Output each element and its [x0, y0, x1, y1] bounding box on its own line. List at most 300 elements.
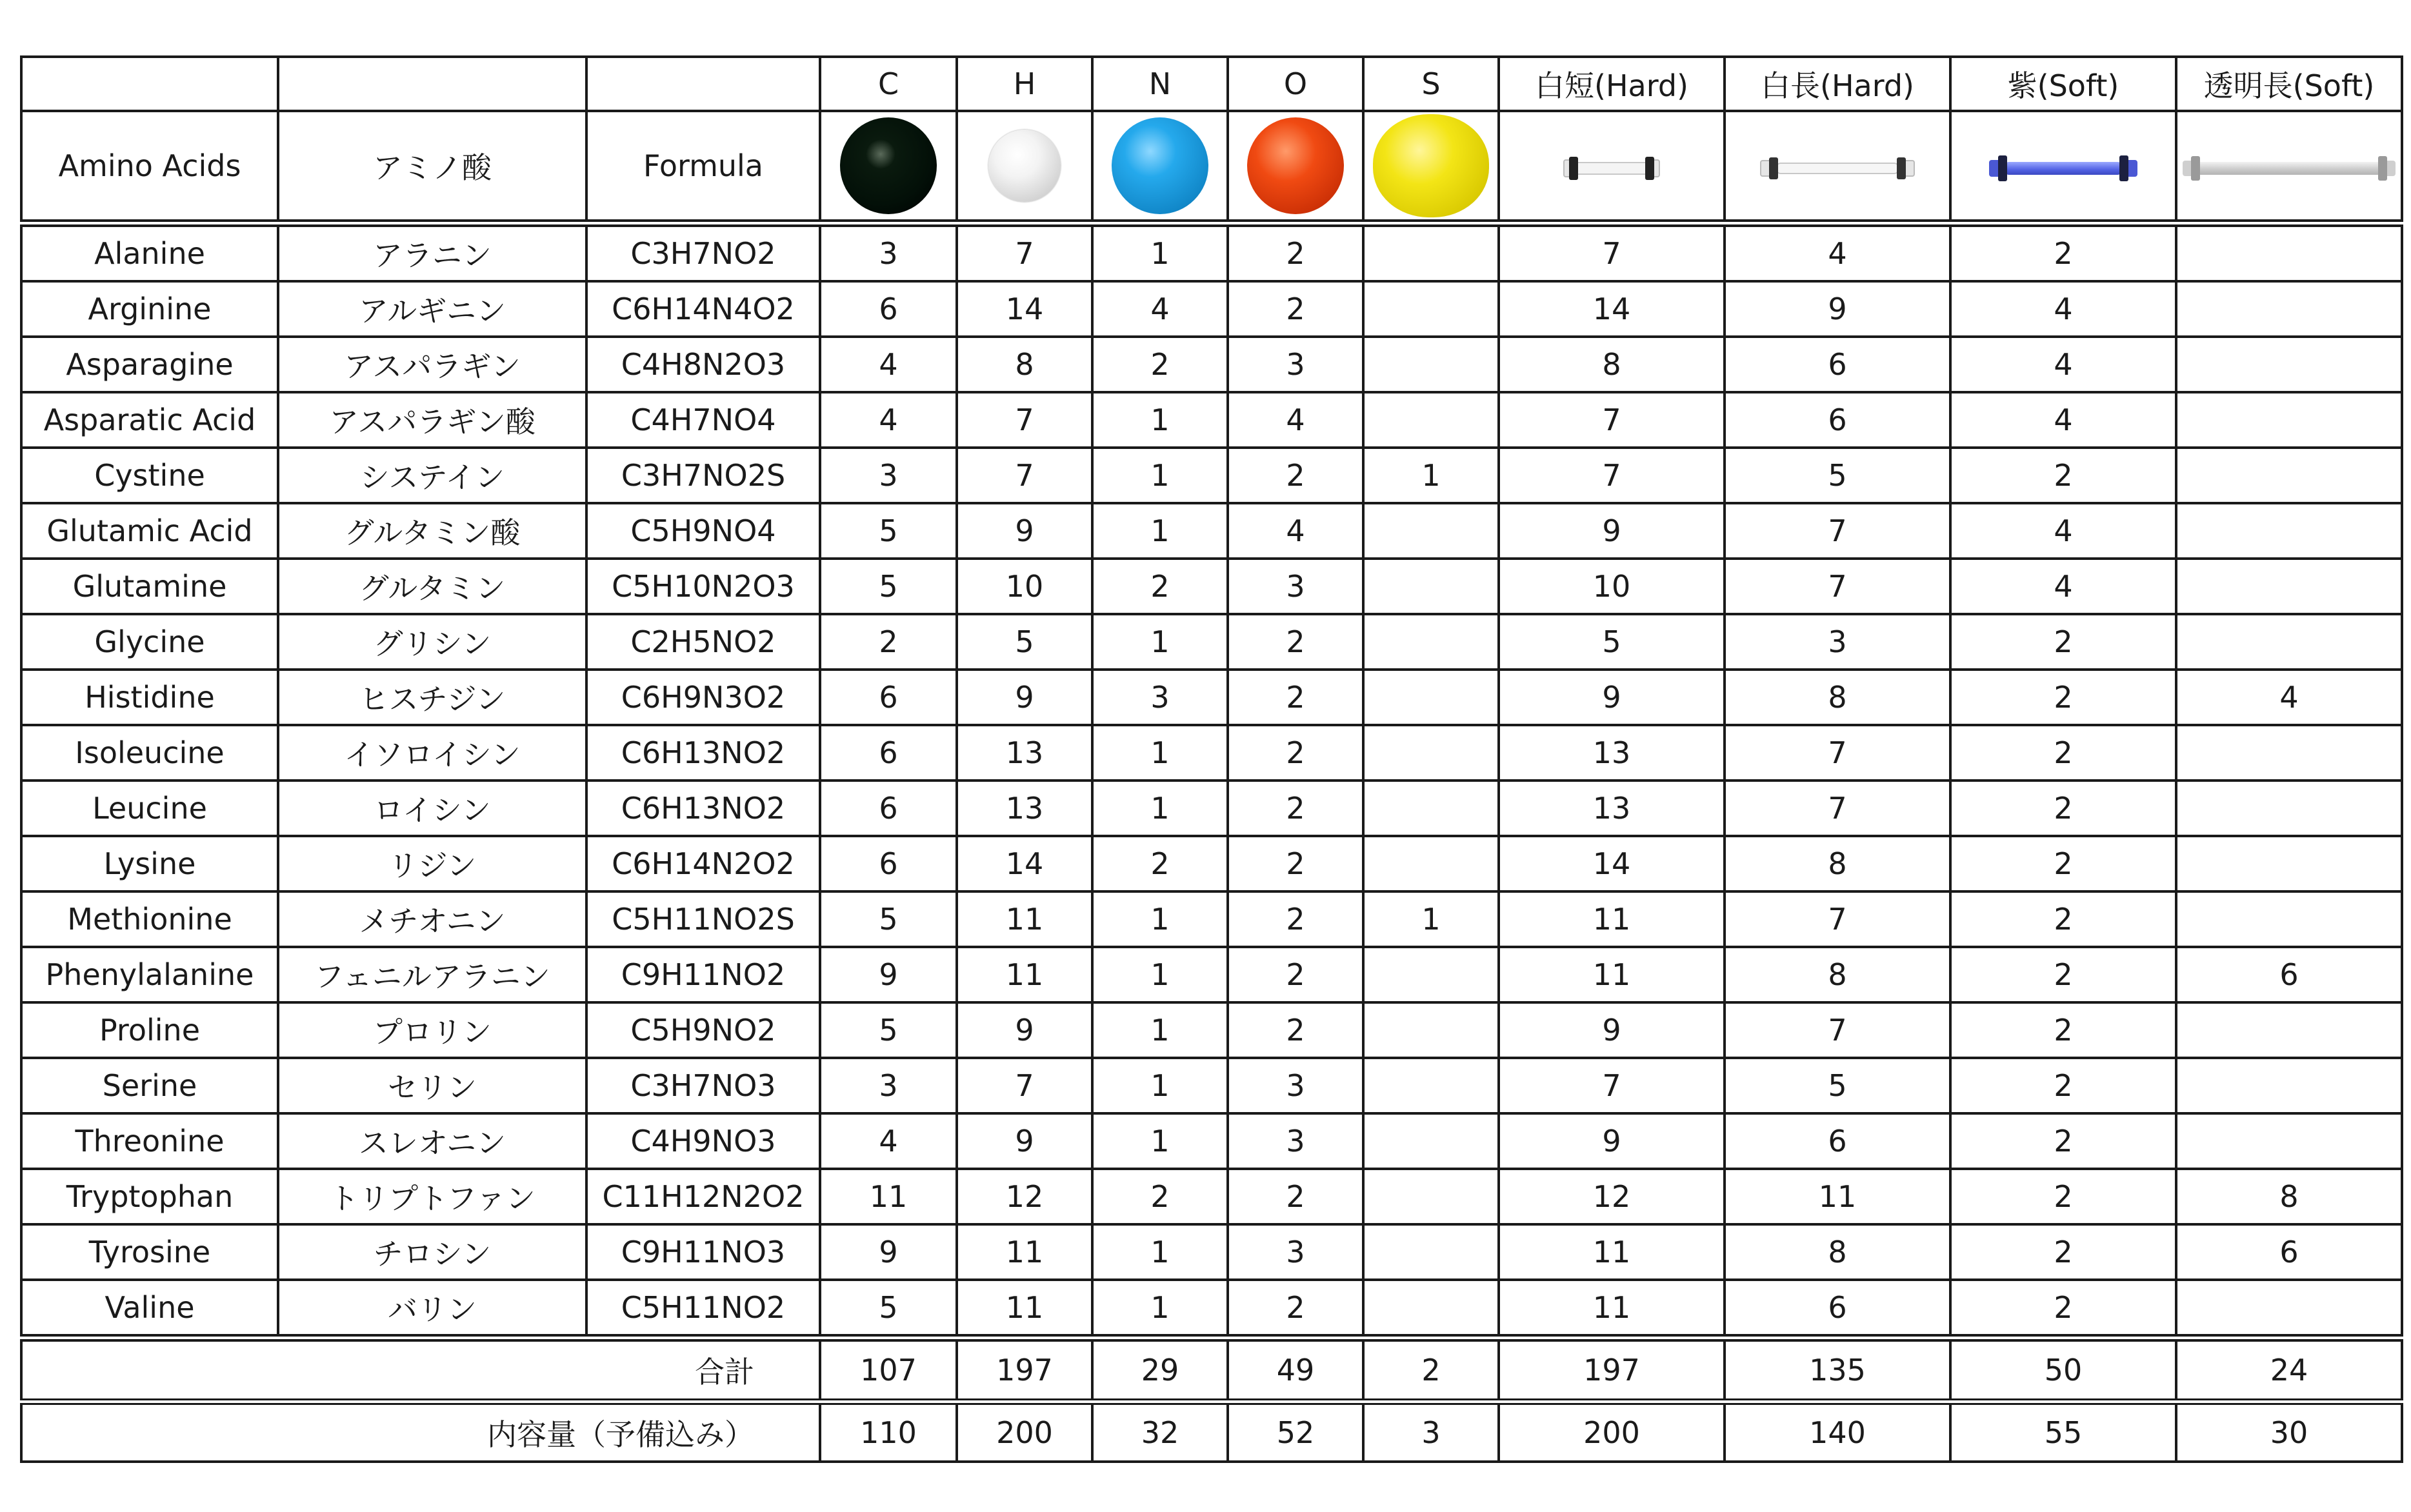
oxygen-count: 4	[1228, 503, 1363, 559]
amino-acid-name: Methionine	[21, 891, 278, 947]
white-short-bond-count: 13	[1499, 781, 1725, 836]
capacity-row	[21, 1402, 2402, 1462]
total-value: 107	[820, 1338, 957, 1402]
sulfur-count	[1363, 1058, 1499, 1113]
purple-bond-count: 4	[1950, 392, 2176, 448]
hydrogen-count: 7	[957, 392, 1092, 448]
purple-bond-count: 2	[1950, 223, 2176, 281]
hydrogen-count: 9	[957, 1002, 1092, 1058]
oxygen-count: 2	[1228, 836, 1363, 891]
capacity-value: 32	[1092, 1402, 1228, 1462]
amino-acid-name: Threonine	[21, 1113, 278, 1169]
white-long-bond-count: 8	[1725, 670, 1950, 725]
white-long-bond-count: 6	[1725, 337, 1950, 392]
white-short-bond-count: 11	[1499, 1280, 1725, 1338]
nitrogen-count: 2	[1092, 559, 1228, 614]
formula-cell: C6H13NO2	[586, 781, 820, 836]
nitrogen-count: 1	[1092, 1002, 1228, 1058]
nitrogen-count: 1	[1092, 392, 1228, 448]
formula-cell: C9H11NO2	[586, 947, 820, 1002]
oxygen-count: 3	[1228, 1224, 1363, 1280]
table-row	[21, 1113, 2402, 1169]
total-value: 2	[1363, 1338, 1499, 1402]
sulfur-count	[1363, 1002, 1499, 1058]
table-row	[21, 337, 2402, 392]
amino-acid-jp-name: アスパラギン	[278, 337, 586, 392]
white-long-bond-count: 7	[1725, 559, 1950, 614]
white-short-bond-count: 8	[1499, 337, 1725, 392]
capacity-value: 140	[1725, 1402, 1950, 1462]
purple-bond-count: 4	[1950, 559, 2176, 614]
oxygen-count: 4	[1228, 392, 1363, 448]
hydrogen-count: 13	[957, 725, 1092, 781]
amino-acid-name: Serine	[21, 1058, 278, 1113]
purple-bond-count: 2	[1950, 1169, 2176, 1224]
sulfur-count	[1363, 559, 1499, 614]
purple-bond-count: 2	[1950, 1113, 2176, 1169]
nitrogen-count: 1	[1092, 1058, 1228, 1113]
clear-long-bond-count	[2176, 281, 2402, 337]
header-formula: Formula	[586, 111, 820, 223]
total-value: 50	[1950, 1338, 2176, 1402]
purple-bond-count: 2	[1950, 670, 2176, 725]
amino-acid-jp-name: リジン	[278, 836, 586, 891]
table-row	[21, 725, 2402, 781]
sulfur-count	[1363, 392, 1499, 448]
nitrogen-count: 1	[1092, 947, 1228, 1002]
hydrogen-count: 14	[957, 836, 1092, 891]
white-short-bond-count: 13	[1499, 725, 1725, 781]
nitrogen-count: 2	[1092, 836, 1228, 891]
oxygen-count: 2	[1228, 781, 1363, 836]
header-blank	[278, 57, 586, 111]
amino-acid-name: Cystine	[21, 448, 278, 503]
table-row	[21, 448, 2402, 503]
formula-cell: C4H9NO3	[586, 1113, 820, 1169]
purple-bond-count: 2	[1950, 448, 2176, 503]
amino-acid-rows	[21, 223, 2402, 1338]
amino-acid-name: Isoleucine	[21, 725, 278, 781]
white-short-bond-count: 5	[1499, 614, 1725, 670]
table-row	[21, 670, 2402, 725]
amino-acid-jp-name: バリン	[278, 1280, 586, 1338]
table-row	[21, 947, 2402, 1002]
header-blank	[586, 57, 820, 111]
amino-acid-jp-name: トリプトファン	[278, 1169, 586, 1224]
purple-bond-count: 2	[1950, 836, 2176, 891]
oxygen-count: 2	[1228, 891, 1363, 947]
white-short-bond-count: 9	[1499, 503, 1725, 559]
formula-cell: C3H7NO2S	[586, 448, 820, 503]
capacity-value: 55	[1950, 1402, 2176, 1462]
formula-cell: C5H9NO4	[586, 503, 820, 559]
white-short-bond-count: 7	[1499, 223, 1725, 281]
amino-acid-jp-name: ヒスチジン	[278, 670, 586, 725]
white-long-bond-count: 5	[1725, 448, 1950, 503]
oxygen-count: 2	[1228, 1280, 1363, 1338]
sulfur-count	[1363, 1113, 1499, 1169]
carbon-count: 6	[820, 281, 957, 337]
oxygen-count: 3	[1228, 337, 1363, 392]
amino-acid-parts-table	[20, 55, 2403, 1463]
capacity-label: 内容量（予備込み）	[21, 1402, 820, 1462]
total-value: 24	[2176, 1338, 2402, 1402]
total-value: 197	[1499, 1338, 1725, 1402]
header-blank	[21, 57, 278, 111]
amino-acid-jp-name: アスパラギン酸	[278, 392, 586, 448]
nitrogen-count: 1	[1092, 1224, 1228, 1280]
hydrogen-count: 11	[957, 891, 1092, 947]
blue-nitrogen-ball-icon	[1112, 117, 1208, 214]
total-value: 29	[1092, 1338, 1228, 1402]
header-bond-white-short: 白短(Hard)	[1499, 57, 1725, 111]
amino-acid-jp-name: プロリン	[278, 1002, 586, 1058]
nitrogen-count: 1	[1092, 503, 1228, 559]
table-row	[21, 559, 2402, 614]
capacity-value: 110	[820, 1402, 957, 1462]
table-row	[21, 503, 2402, 559]
header-element-n: N	[1092, 57, 1228, 111]
amino-acid-name: Proline	[21, 1002, 278, 1058]
white-short-bond-count: 9	[1499, 1113, 1725, 1169]
amino-acid-name: Histidine	[21, 670, 278, 725]
formula-cell: C6H14N2O2	[586, 836, 820, 891]
formula-cell: C6H9N3O2	[586, 670, 820, 725]
carbon-count: 5	[820, 559, 957, 614]
purple-bond-icon	[1989, 154, 2137, 183]
oxygen-count: 2	[1228, 725, 1363, 781]
formula-cell: C9H11NO3	[586, 1224, 820, 1280]
table-row	[21, 1280, 2402, 1338]
table-row	[21, 281, 2402, 337]
formula-cell: C6H13NO2	[586, 725, 820, 781]
sulfur-count: 1	[1363, 448, 1499, 503]
amino-acid-jp-name: アルギニン	[278, 281, 586, 337]
purple-bond-count: 2	[1950, 891, 2176, 947]
purple-bond-count: 2	[1950, 1224, 2176, 1280]
oxygen-count: 2	[1228, 223, 1363, 281]
sulfur-count	[1363, 1224, 1499, 1280]
carbon-count: 5	[820, 503, 957, 559]
nitrogen-count: 2	[1092, 1169, 1228, 1224]
oxygen-count: 2	[1228, 281, 1363, 337]
amino-acid-name: Asparatic Acid	[21, 392, 278, 448]
amino-acid-name: Valine	[21, 1280, 278, 1338]
sulfur-count: 1	[1363, 891, 1499, 947]
clear-long-bond-count	[2176, 1280, 2402, 1338]
formula-cell: C11H12N2O2	[586, 1169, 820, 1224]
purple-bond-count: 4	[1950, 503, 2176, 559]
clear-long-bond-count	[2176, 223, 2402, 281]
header-bond-white-long: 白長(Hard)	[1725, 57, 1950, 111]
formula-cell: C4H7NO4	[586, 392, 820, 448]
white-long-bond-count: 6	[1725, 1113, 1950, 1169]
purple-bond-count: 2	[1950, 725, 2176, 781]
carbon-count: 9	[820, 947, 957, 1002]
oxygen-count: 2	[1228, 1169, 1363, 1224]
formula-cell: C4H8N2O3	[586, 337, 820, 392]
amino-acid-jp-name: メチオニン	[278, 891, 586, 947]
white-long-bond-count: 9	[1725, 281, 1950, 337]
yellow-sulfur-ball-icon	[1373, 114, 1489, 217]
amino-acid-name: Tyrosine	[21, 1224, 278, 1280]
amino-acid-jp-name: セリン	[278, 1058, 586, 1113]
clear-long-bond-count	[2176, 559, 2402, 614]
amino-acid-name: Glutamic Acid	[21, 503, 278, 559]
header-bond-purple: 紫(Soft)	[1950, 57, 2176, 111]
clear-long-bond-count	[2176, 891, 2402, 947]
oxygen-count: 3	[1228, 1113, 1363, 1169]
table-row	[21, 836, 2402, 891]
sulfur-count	[1363, 947, 1499, 1002]
sulfur-count	[1363, 337, 1499, 392]
hydrogen-count: 7	[957, 223, 1092, 281]
table-row	[21, 392, 2402, 448]
hydrogen-count: 7	[957, 1058, 1092, 1113]
amino-acid-name: Phenylalanine	[21, 947, 278, 1002]
carbon-count: 5	[820, 891, 957, 947]
sulfur-count	[1363, 223, 1499, 281]
white-short-bond-count: 9	[1499, 670, 1725, 725]
oxygen-count: 2	[1228, 670, 1363, 725]
carbon-count: 4	[820, 1113, 957, 1169]
nitrogen-count: 1	[1092, 1113, 1228, 1169]
purple-bond-count: 2	[1950, 614, 2176, 670]
hydrogen-count: 7	[957, 448, 1092, 503]
table-row	[21, 891, 2402, 947]
oxygen-count: 3	[1228, 559, 1363, 614]
sulfur-count	[1363, 781, 1499, 836]
hydrogen-count: 5	[957, 614, 1092, 670]
sulfur-count	[1363, 836, 1499, 891]
header-amino-acids-jp: アミノ酸	[278, 111, 586, 223]
sulfur-count	[1363, 1169, 1499, 1224]
nitrogen-count: 1	[1092, 781, 1228, 836]
amino-acid-name: Arginine	[21, 281, 278, 337]
capacity-value: 52	[1228, 1402, 1363, 1462]
red-oxygen-ball-icon	[1247, 117, 1344, 214]
sulfur-count	[1363, 725, 1499, 781]
nitrogen-count: 1	[1092, 891, 1228, 947]
purple-bond-count: 2	[1950, 1002, 2176, 1058]
hydrogen-count: 14	[957, 281, 1092, 337]
table-row	[21, 1058, 2402, 1113]
amino-acid-name: Asparagine	[21, 337, 278, 392]
header-element-c: C	[820, 57, 957, 111]
clear-long-bond-count	[2176, 781, 2402, 836]
white-long-bond-count: 7	[1725, 503, 1950, 559]
amino-acid-name: Tryptophan	[21, 1169, 278, 1224]
clear-long-bond-count	[2176, 337, 2402, 392]
formula-cell: C5H9NO2	[586, 1002, 820, 1058]
carbon-count: 4	[820, 337, 957, 392]
carbon-count: 3	[820, 448, 957, 503]
oxygen-count: 3	[1228, 1058, 1363, 1113]
white-short-bond-count: 11	[1499, 947, 1725, 1002]
formula-cell: C5H10N2O3	[586, 559, 820, 614]
clear-long-bond-count: 8	[2176, 1169, 2402, 1224]
sulfur-count	[1363, 1280, 1499, 1338]
oxygen-count: 2	[1228, 1002, 1363, 1058]
capacity-value: 3	[1363, 1402, 1499, 1462]
amino-acid-jp-name: ロイシン	[278, 781, 586, 836]
white-short-bond-count: 11	[1499, 891, 1725, 947]
amino-acid-name: Glutamine	[21, 559, 278, 614]
sulfur-count	[1363, 281, 1499, 337]
amino-acid-jp-name: システイン	[278, 448, 586, 503]
amino-acid-jp-name: フェニルアラニン	[278, 947, 586, 1002]
black-carbon-ball-icon	[840, 117, 937, 214]
clear-long-bond-count	[2176, 1058, 2402, 1113]
oxygen-count: 2	[1228, 614, 1363, 670]
amino-acid-jp-name: グルタミン酸	[278, 503, 586, 559]
clear-long-bond-count: 4	[2176, 670, 2402, 725]
purple-bond-count: 4	[1950, 281, 2176, 337]
total-value: 49	[1228, 1338, 1363, 1402]
formula-cell: C5H11NO2	[586, 1280, 820, 1338]
formula-cell: C6H14N4O2	[586, 281, 820, 337]
hydrogen-count: 10	[957, 559, 1092, 614]
carbon-count: 6	[820, 781, 957, 836]
nitrogen-count: 1	[1092, 448, 1228, 503]
clear-long-bond-count	[2176, 1113, 2402, 1169]
table-row	[21, 1002, 2402, 1058]
carbon-count: 9	[820, 1224, 957, 1280]
carbon-count: 5	[820, 1280, 957, 1338]
white-short-bond-count: 14	[1499, 281, 1725, 337]
purple-bond-count: 2	[1950, 781, 2176, 836]
capacity-value: 30	[2176, 1402, 2402, 1462]
capacity-value: 200	[1499, 1402, 1725, 1462]
table-row	[21, 1169, 2402, 1224]
formula-cell: C3H7NO2	[586, 223, 820, 281]
clear-long-bond-count	[2176, 614, 2402, 670]
hydrogen-count: 9	[957, 1113, 1092, 1169]
hydrogen-count: 11	[957, 1280, 1092, 1338]
hydrogen-count: 9	[957, 503, 1092, 559]
white-short-bond-count: 11	[1499, 1224, 1725, 1280]
total-value: 197	[957, 1338, 1092, 1402]
header-amino-acids: Amino Acids	[21, 111, 278, 223]
formula-cell: C3H7NO3	[586, 1058, 820, 1113]
nitrogen-count: 4	[1092, 281, 1228, 337]
amino-acid-name: Alanine	[21, 223, 278, 281]
carbon-count: 5	[820, 1002, 957, 1058]
clear-long-bond-icon	[2183, 154, 2396, 183]
white-long-bond-count: 5	[1725, 1058, 1950, 1113]
hydrogen-count: 13	[957, 781, 1092, 836]
white-long-bond-count: 7	[1725, 1002, 1950, 1058]
amino-acid-jp-name: チロシン	[278, 1224, 586, 1280]
total-value: 135	[1725, 1338, 1950, 1402]
white-long-bond-count: 7	[1725, 781, 1950, 836]
carbon-count: 2	[820, 614, 957, 670]
white-long-bond-count: 8	[1725, 947, 1950, 1002]
white-short-bond-icon	[1563, 155, 1660, 181]
amino-acid-name: Lysine	[21, 836, 278, 891]
carbon-count: 4	[820, 392, 957, 448]
header-row-labels	[21, 57, 2402, 111]
formula-cell: C2H5NO2	[586, 614, 820, 670]
header-element-h: H	[957, 57, 1092, 111]
clear-long-bond-count	[2176, 503, 2402, 559]
sulfur-count	[1363, 503, 1499, 559]
white-long-bond-count: 8	[1725, 1224, 1950, 1280]
hydrogen-count: 11	[957, 947, 1092, 1002]
amino-acid-name: Glycine	[21, 614, 278, 670]
white-long-bond-count: 6	[1725, 392, 1950, 448]
white-short-bond-count: 7	[1499, 448, 1725, 503]
white-long-bond-count: 8	[1725, 836, 1950, 891]
table-row	[21, 223, 2402, 281]
white-short-bond-count: 7	[1499, 1058, 1725, 1113]
amino-acid-jp-name: イソロイシン	[278, 725, 586, 781]
nitrogen-count: 1	[1092, 1280, 1228, 1338]
hydrogen-count: 9	[957, 670, 1092, 725]
header-bond-clear-long: 透明長(Soft)	[2176, 57, 2402, 111]
nitrogen-count: 1	[1092, 614, 1228, 670]
clear-long-bond-count	[2176, 836, 2402, 891]
nitrogen-count: 3	[1092, 670, 1228, 725]
totals-row	[21, 1338, 2402, 1402]
amino-acid-jp-name: アラニン	[278, 223, 586, 281]
clear-long-bond-count	[2176, 1002, 2402, 1058]
table-row	[21, 614, 2402, 670]
amino-acid-jp-name: グリシン	[278, 614, 586, 670]
carbon-count: 6	[820, 725, 957, 781]
white-long-bond-icon	[1760, 155, 1915, 181]
amino-acid-jp-name: スレオニン	[278, 1113, 586, 1169]
table-row	[21, 1224, 2402, 1280]
purple-bond-count: 4	[1950, 337, 2176, 392]
oxygen-count: 2	[1228, 448, 1363, 503]
white-long-bond-count: 11	[1725, 1169, 1950, 1224]
header-row-icons	[21, 111, 2402, 223]
clear-long-bond-count	[2176, 448, 2402, 503]
clear-long-bond-count	[2176, 725, 2402, 781]
hydrogen-count: 8	[957, 337, 1092, 392]
header-element-s: S	[1363, 57, 1499, 111]
carbon-count: 3	[820, 223, 957, 281]
clear-long-bond-count	[2176, 392, 2402, 448]
white-long-bond-count: 3	[1725, 614, 1950, 670]
totals-label: 合計	[21, 1338, 820, 1402]
white-long-bond-count: 6	[1725, 1280, 1950, 1338]
nitrogen-count: 1	[1092, 223, 1228, 281]
carbon-count: 3	[820, 1058, 957, 1113]
white-long-bond-count: 7	[1725, 891, 1950, 947]
amino-acid-name: Leucine	[21, 781, 278, 836]
purple-bond-count: 2	[1950, 1280, 2176, 1338]
white-short-bond-count: 9	[1499, 1002, 1725, 1058]
white-short-bond-count: 7	[1499, 392, 1725, 448]
table-row	[21, 781, 2402, 836]
sulfur-count	[1363, 670, 1499, 725]
formula-cell: C5H11NO2S	[586, 891, 820, 947]
amino-acid-jp-name: グルタミン	[278, 559, 586, 614]
white-short-bond-count: 10	[1499, 559, 1725, 614]
white-long-bond-count: 7	[1725, 725, 1950, 781]
clear-long-bond-count: 6	[2176, 1224, 2402, 1280]
nitrogen-count: 2	[1092, 337, 1228, 392]
clear-long-bond-count: 6	[2176, 947, 2402, 1002]
white-hydrogen-ball-icon	[988, 130, 1061, 202]
white-short-bond-count: 14	[1499, 836, 1725, 891]
hydrogen-count: 12	[957, 1169, 1092, 1224]
capacity-value: 200	[957, 1402, 1092, 1462]
hydrogen-count: 11	[957, 1224, 1092, 1280]
oxygen-count: 2	[1228, 947, 1363, 1002]
